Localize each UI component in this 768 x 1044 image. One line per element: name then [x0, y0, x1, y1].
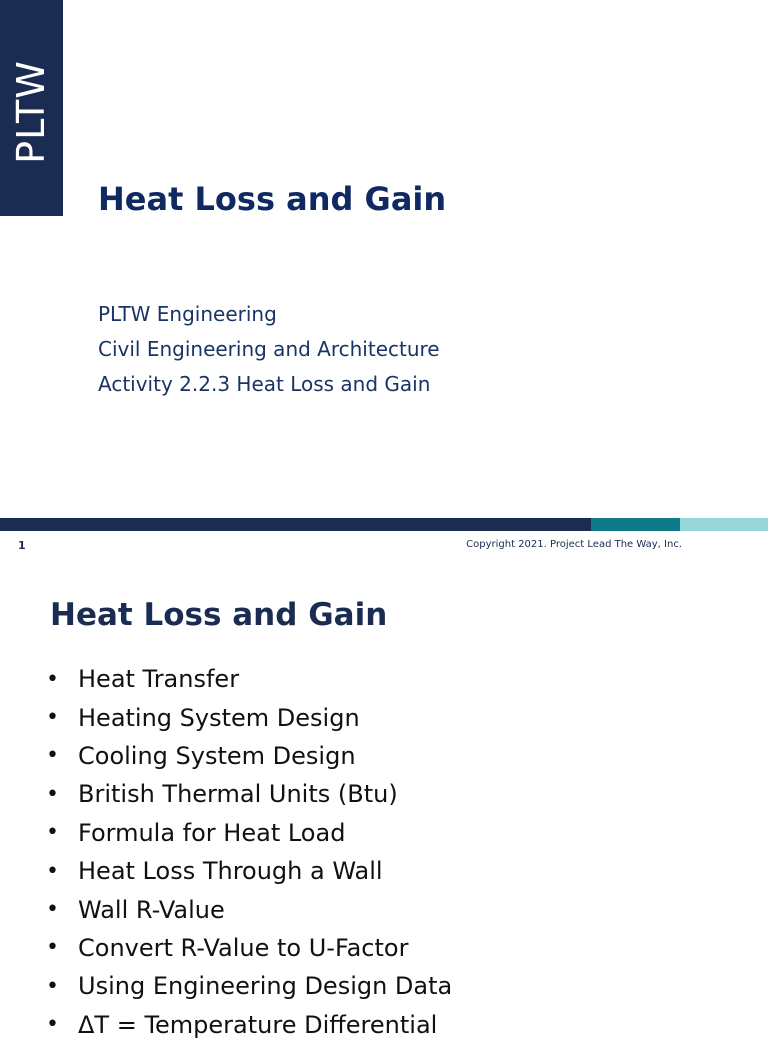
bullet-icon: • [46, 666, 59, 692]
footer-color-bar [0, 518, 768, 531]
page-number: 1 [18, 539, 26, 552]
list-item [46, 814, 452, 852]
bullet-icon: • [46, 935, 59, 961]
list-item-text: Heating System Design [78, 703, 360, 732]
overview-slide [0, 553, 768, 1039]
subtitle-block [98, 297, 440, 402]
list-item-text: Using Engineering Design Data [78, 972, 453, 1001]
list-item [46, 698, 452, 736]
bullet-icon: • [46, 1012, 59, 1038]
footer-bar-navy-segment [0, 518, 591, 531]
logo-text: PLTW [9, 60, 53, 164]
subtitle-activity: Activity 2.2.3 Heat Loss and Gain [98, 372, 431, 396]
topic-list [46, 660, 452, 1044]
list-item [46, 890, 452, 928]
bullet-icon: • [46, 820, 59, 846]
overview-title: Heat Loss and Gain [50, 597, 388, 633]
list-item-text: Formula for Heat Load [78, 818, 346, 847]
list-item-text: Wall R-Value [78, 895, 225, 924]
list-item-text: ΔT = Temperature Differential [78, 1010, 438, 1039]
bullet-icon: • [46, 781, 59, 807]
list-item [46, 737, 452, 775]
subtitle-course: Civil Engineering and Architecture [98, 337, 440, 361]
list-item [46, 660, 452, 698]
list-item-text: Cooling System Design [78, 741, 356, 770]
list-item [46, 775, 452, 813]
subtitle-program: PLTW Engineering [98, 302, 277, 326]
pltw-logo [0, 0, 63, 216]
list-item-text: Heat Loss Through a Wall [78, 857, 383, 886]
bullet-icon: • [46, 973, 59, 999]
slide-title: Heat Loss and Gain [98, 180, 447, 218]
footer-bar-teal-segment [591, 518, 680, 531]
bullet-icon: • [46, 858, 59, 884]
list-item [46, 929, 452, 967]
list-item-text: British Thermal Units (Btu) [78, 780, 398, 809]
footer-bar-light-segment [680, 518, 768, 531]
list-item [46, 967, 452, 1005]
copyright-notice: Copyright 2021. Project Lead The Way, Inc. [466, 539, 682, 550]
bullet-icon: • [46, 705, 59, 731]
bullet-icon: • [46, 897, 59, 923]
list-item-text: Convert R-Value to U-Factor [78, 933, 409, 962]
list-item-text: Heat Transfer [78, 665, 240, 694]
list-item [46, 852, 452, 890]
bullet-icon: • [46, 743, 59, 769]
list-item [46, 1006, 452, 1044]
